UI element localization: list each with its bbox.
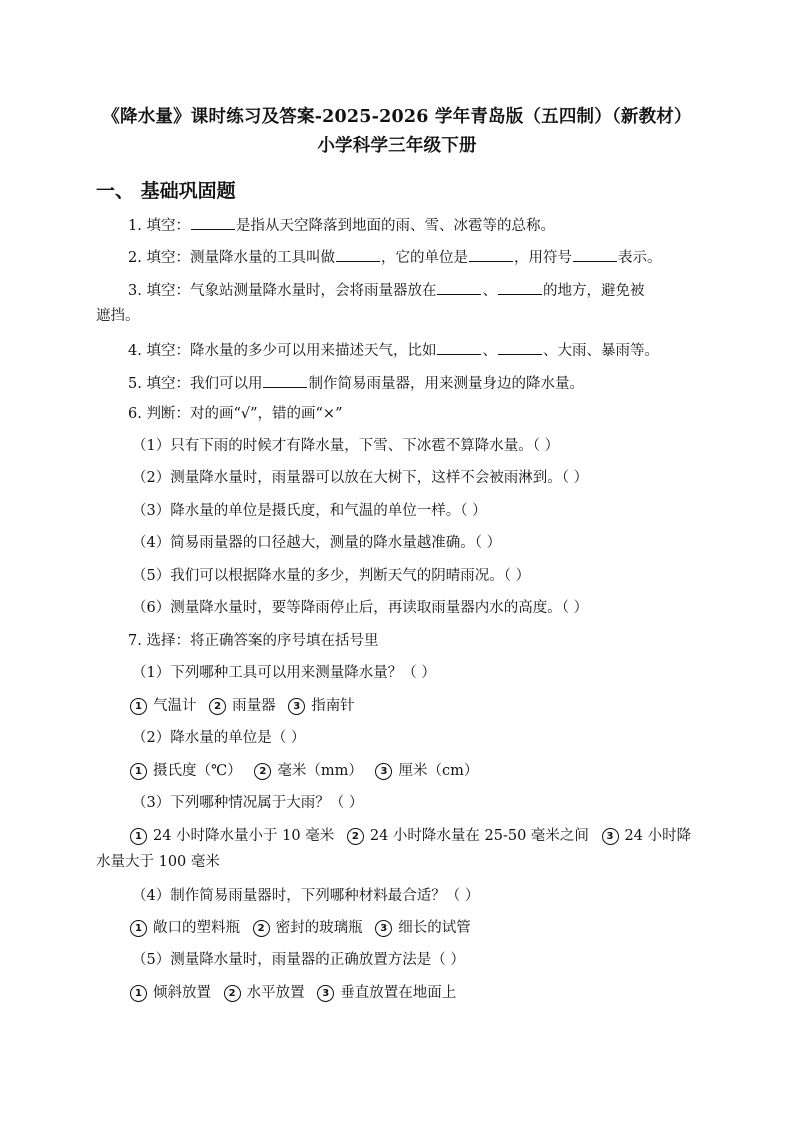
choice-options — [130, 918, 479, 938]
question-4 — [128, 340, 659, 361]
choice-question: （2）降水量的单位是（ ） — [132, 730, 306, 746]
choice-options — [130, 696, 363, 716]
option-text: 24 小时降水量小于 10 毫米 — [153, 828, 335, 844]
option-text: 细长的试管 — [398, 920, 471, 936]
circle-number-icon: 3 — [317, 985, 334, 1002]
q4-prompt: 4. 填空：降水量的多少可以用来描述天气，比如 — [128, 343, 437, 359]
q2-text: ，它的单位是 — [380, 250, 468, 266]
circle-number-icon: 3 — [288, 698, 305, 715]
circle-number-icon: 2 — [224, 985, 241, 1002]
choice-options — [130, 761, 486, 781]
circle-number-icon: 3 — [602, 828, 619, 845]
circle-number-icon: 1 — [130, 920, 147, 937]
answer-blank — [336, 247, 380, 262]
option-text: 雨量器 — [232, 698, 276, 714]
doc-title-line2: 小学科学三年级下册 — [317, 136, 477, 156]
circle-number-icon: 3 — [375, 763, 392, 780]
judge-item: （6）测量降水量时，要等降雨停止后，再读取雨量器内水的高度。（ ） — [132, 600, 589, 616]
choice-question: （3）下列哪种情况属于大雨？（ ） — [132, 795, 364, 811]
option-text: 水平放置 — [246, 985, 305, 1001]
circle-number-icon: 2 — [254, 763, 271, 780]
q4-text: 、大雨、暴雨等。 — [542, 343, 659, 359]
circle-number-icon: 3 — [375, 920, 392, 937]
q1-text: 是指从天空降落到地面的雨、雪、冰雹等的总称。 — [235, 218, 555, 234]
q2-text: ，用符号 — [513, 250, 572, 266]
option-text: 24 小时降 — [624, 828, 692, 844]
answer-blank — [469, 247, 513, 262]
option-text: 毫米（mm） — [277, 763, 363, 779]
choice-options — [130, 826, 691, 846]
q3-prompt: 3. 填空：气象站测量降水量时，会将雨量器放在 — [128, 283, 437, 299]
q5-prompt: 5. 填空：我们可以用 — [128, 376, 263, 392]
option-text: 指南针 — [311, 698, 355, 714]
doc-title-line1: 《降水量》课时练习及答案-2025-2026 学年青岛版（五四制）（新教材） — [102, 107, 692, 127]
q5-text: 制作简易雨量器，用来测量身边的降水量。 — [308, 376, 584, 392]
circle-number-icon: 1 — [130, 763, 147, 780]
judge-item: （5）我们可以根据降水量的多少，判断天气的阴晴雨况。（ ） — [132, 568, 531, 584]
q3-sep: 、 — [482, 283, 497, 299]
answer-blank — [498, 340, 542, 355]
judge-item: （2）测量降水量时，雨量器可以放在大树下，这样不会被雨淋到。（ ） — [132, 470, 589, 486]
q4-sep: 、 — [482, 343, 497, 359]
question-1 — [128, 215, 555, 236]
question-7-heading: 7. 选择：将正确答案的序号填在括号里 — [128, 633, 379, 649]
question-3-continued: 遮挡。 — [96, 308, 140, 324]
q2-prompt: 2. 填空：测量降水量的工具叫做 — [128, 250, 335, 266]
choice-question: （1）下列哪种工具可以用来测量降水量？（ ） — [132, 665, 436, 681]
circle-number-icon: 1 — [130, 828, 147, 845]
choice-question: （5）测量降水量时，雨量器的正确放置方法是（ ） — [132, 952, 465, 968]
choice-options — [130, 983, 464, 1003]
question-2 — [128, 247, 661, 268]
choice-question: （4）制作简易雨量器时，下列哪种材料最合适？（ ） — [132, 888, 480, 904]
option-text: 摄氏度（℃） — [153, 763, 242, 779]
choice-options-continued: 水量大于 100 毫米 — [96, 854, 220, 870]
answer-blank — [263, 373, 307, 388]
question-6-heading: 6. 判断：对的画“√”，错的画“×” — [128, 406, 343, 422]
q3-text: 的地方，避免被 — [542, 283, 645, 299]
q2-text: 表示。 — [617, 250, 662, 266]
option-text: 垂直放置在地面上 — [340, 985, 457, 1001]
section-heading: 一、 基础巩固题 — [96, 180, 236, 202]
option-text: 敞口的塑料瓶 — [153, 920, 240, 936]
circle-number-icon: 2 — [209, 698, 226, 715]
circle-number-icon: 1 — [130, 698, 147, 715]
question-3 — [128, 280, 644, 301]
option-text: 厘米（cm） — [398, 763, 479, 779]
circle-number-icon: 1 — [130, 985, 147, 1002]
answer-blank — [437, 280, 481, 295]
circle-number-icon: 2 — [253, 920, 270, 937]
option-text: 密封的玻璃瓶 — [275, 920, 363, 936]
option-text: 倾斜放置 — [153, 985, 211, 1001]
question-5 — [128, 373, 584, 394]
answer-blank — [573, 247, 617, 262]
answer-blank — [437, 340, 481, 355]
judge-item: （4）简易雨量器的口径越大，测量的降水量越准确。（ ） — [132, 535, 502, 551]
judge-item: （1）只有下雨的时候才有降水量，下雪、下冰雹不算降水量。（ ） — [132, 438, 560, 454]
judge-item: （3）降水量的单位是摄氏度，和气温的单位一样。（ ） — [132, 503, 487, 519]
option-text: 24 小时降水量在 25-50 毫米之间 — [369, 828, 589, 844]
circle-number-icon: 2 — [347, 828, 364, 845]
option-text: 气温计 — [153, 698, 197, 714]
answer-blank — [191, 215, 235, 230]
answer-blank — [498, 280, 542, 295]
q1-prompt: 1. 填空： — [128, 218, 190, 234]
